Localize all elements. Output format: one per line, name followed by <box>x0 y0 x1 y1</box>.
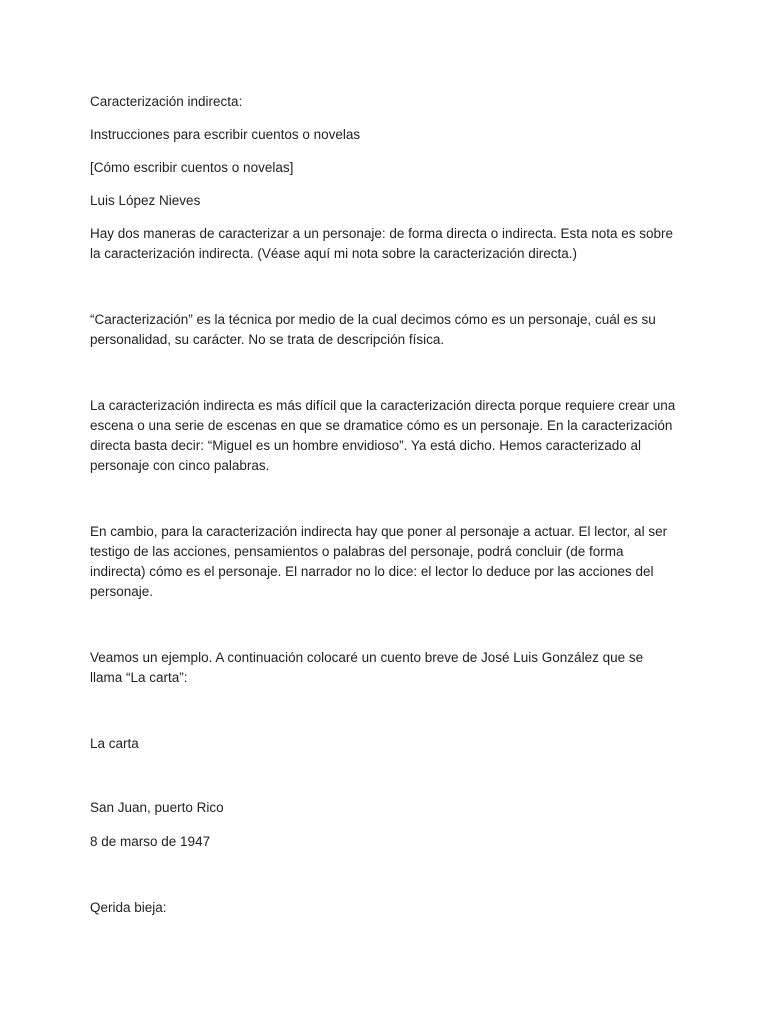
paragraph-intro: Hay dos maneras de caracterizar a un personaje: de forma directa o indirecta. Esta nota es sobre la caracterización indirecta. (Véase aquí mi nota sobre la caracterización directa.) <box>90 226 674 261</box>
story-place: San Juan, puerto Rico <box>90 800 224 815</box>
paragraph-definition: “Caracterización” es la técnica por medio de la cual decimos cómo es un personaje, cuál es su personalidad, su carácter. No se trata de descripción física. <box>90 312 656 347</box>
heading-como-escribir: [Cómo escribir cuentos o novelas] <box>90 160 294 175</box>
paragraph-example: Veamos un ejemplo. A continuación colocaré un cuento breve de José Luis González que se llama “La carta”: <box>90 650 644 685</box>
paragraph-indirect: En cambio, para la caracterización indirecta hay que poner al personaje a actuar. El lector, al ser testigo de las acciones, pensamientos o palabras del personaje, podrá concluir (de forma indirecta) cómo es el personaje. El narrador no lo dice: el lector lo deduce por las acciones del personaje. <box>90 524 668 599</box>
heading-instrucciones: Instrucciones para escribir cuentos o novelas <box>90 127 361 142</box>
heading-caracterizacion: Caracterización indirecta: <box>90 94 243 109</box>
paragraph-difficulty: La caracterización indirecta es más difícil que la caracterización directa porque requiere crear una escena o una serie de escenas en que se dramatice cómo es un personaje. En la caracterización directa basta decir: “Miguel es un hombre envidioso”. Ya está dicho. Hemos caracterizado al personaje con cinco palabras. <box>90 398 676 473</box>
author-name: Luis López Nieves <box>90 193 201 208</box>
story-title: La carta <box>90 736 139 751</box>
story-salutation: Qerida bieja: <box>90 900 167 915</box>
story-date: 8 de marso de 1947 <box>90 834 211 849</box>
